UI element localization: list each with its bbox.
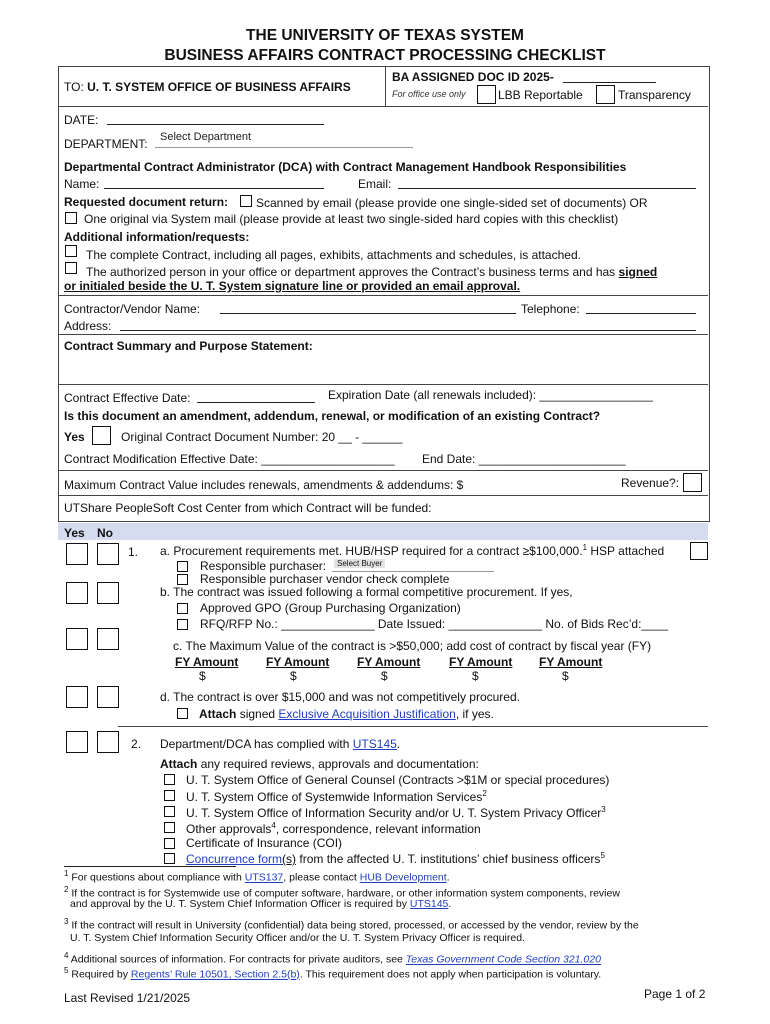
fy-amount-col-4[interactable] [449,655,512,669]
hsp-attached-checkbox[interactable] [690,542,708,560]
footnote-ref: 2 [482,789,487,798]
item-2-text: Department/DCA has complied with UTS145. [160,737,401,751]
concurrence-label [186,851,605,866]
buyer-select[interactable]: Select Buyer [334,559,385,568]
no-header: No [97,526,113,540]
coi-checkbox[interactable] [164,838,175,849]
eaj-link[interactable]: Exclusive Acquisition Justification [278,707,456,721]
signed-text: signed [618,265,658,279]
authorized-text-c: or initialed beside the U. T. System signature line or provided an email approval. [64,279,521,293]
uts145-link[interactable]: UTS145 [352,737,397,751]
yes-checkbox-1b[interactable] [66,582,88,604]
amendment-question: Is this document an amendment, addendum, renewal, or modification of an existing Contract? [64,409,601,423]
date-field[interactable] [107,124,324,125]
fn-num: 3 [64,917,69,926]
doc-id-label: BA ASSIGNED DOC ID 2025- [392,70,554,84]
office-use-note: For office use only [392,89,466,99]
other-approvals-label [186,821,481,836]
no-checkbox-1b[interactable] [97,582,119,604]
return-label: Requested document return: [64,195,229,209]
footnote-ref: 4 [271,821,276,830]
original-doc-number[interactable]: Original Contract Document Number: 20 __ - ______ [121,430,403,444]
uts145-link[interactable]: UTS145 [409,898,449,910]
other-approvals-checkbox[interactable] [164,822,175,833]
footnote-ref: 1 [582,543,588,552]
f5-b: . This requirement does not apply when participation is voluntary. [299,968,602,981]
yes-checkbox-1d[interactable] [66,686,88,708]
amendment-yes-checkbox[interactable] [92,426,111,445]
max-value-label: Maximum Contract Value includes renewals, amendments & addendums: $ [64,478,464,492]
fy-label: FY [175,655,191,669]
dollar-4: $ [472,669,479,683]
attach-signed: signed [239,707,276,721]
ogc-label: U. T. System Office of General Counsel (Contracts >$1M or special procedures) [186,773,610,787]
department-field[interactable] [155,147,413,148]
transparency-label: Transparency [618,88,691,102]
divider [58,470,708,471]
email-label: Email: [358,177,392,191]
name-field[interactable] [104,188,324,189]
scan-checkbox[interactable] [240,195,252,207]
f1-b: , please contact [283,871,357,884]
no-checkbox-2[interactable] [97,731,119,753]
authorized-checkbox[interactable] [65,262,77,274]
yes-checkbox-2[interactable] [66,731,88,753]
fy-amount-col-2[interactable] [266,655,329,669]
address-label: Address: [64,319,112,333]
attach-label: Attach [199,707,237,721]
uts137-link[interactable]: UTS137 [244,871,284,884]
resp-purchaser-label: Responsible purchaser: [200,559,327,573]
f4-a: Additional sources of information. For contracts for private auditors, see [70,953,403,966]
resp-purchaser-checkbox[interactable] [177,561,188,572]
page-number: Page 1 of 2 [644,987,706,1001]
summary-field[interactable] [60,355,706,381]
revenue-label: Revenue?: [621,476,680,490]
ois-label [186,805,606,820]
last-revised: Last Revised 1/21/2025 [64,991,191,1005]
concurrence-link[interactable]: Concurrence form [186,852,283,866]
effective-date-field[interactable] [197,402,315,403]
checklist-header-band [58,523,708,540]
authorized-text-a: The authorized person in your office or department approves the Contract’s business terms and has [86,265,616,279]
concurrence-checkbox[interactable] [164,853,175,864]
osis-checkbox[interactable] [164,790,175,801]
item-2-number: 2. [131,737,142,751]
item-1d-text: d. The contract is over $15,000 and was not competitively procured. [160,690,520,704]
footnote-5 [64,966,601,981]
mail-option: One original via System mail (please provide at least two single-sided hard copies with this checklist) [84,212,619,226]
item-1c-text: c. The Maximum Value of the contract is >$50,000; add cost of contract by fiscal year (FY) [173,639,652,653]
dollar-1: $ [199,669,206,683]
divider [385,66,386,106]
item-2-main: Department/DCA has complied with [160,737,350,751]
item-1a-text [160,543,664,558]
fy-amount-col-1[interactable] [175,655,238,669]
complete-contract-text: The complete Contract, including all pages, exhibits, attachments and schedules, is attached. [86,248,581,262]
department-select[interactable]: Select Department [160,131,252,143]
divider [58,334,708,335]
other-b: , correspondence, relevant information [275,822,481,836]
hub-development-link[interactable]: HUB Development [359,871,447,884]
vendor-check-label: Responsible purchaser vendor check complete [200,572,450,586]
osis-text: U. T. System Office of Systemwide Information Services [186,790,483,804]
no-checkbox-1c[interactable] [97,628,119,650]
amount-label: Amount [467,655,513,669]
attach-eaj-text [199,707,494,721]
amount-label: Amount [557,655,603,669]
coi-label: Certificate of Insurance (COI) [186,836,343,850]
ogc-checkbox[interactable] [164,774,175,785]
amount-label: Amount [375,655,421,669]
fn-num: 5 [64,966,69,975]
rfq-checkbox[interactable] [177,619,188,630]
to-label: TO: [64,80,84,94]
fy-label: FY [266,655,282,669]
f2-b: and approval by the U. T. System Chief Information Officer is required by [70,898,407,910]
fy-amount-col-3[interactable] [357,655,420,669]
divider [118,726,708,727]
amount-label: Amount [193,655,239,669]
fn-num: 2 [64,885,69,894]
date-label: DATE: [64,113,99,127]
gpo-checkbox[interactable] [177,603,188,614]
other-a: Other approvals [186,822,272,836]
to-row [64,80,351,94]
footnote-4 [64,951,601,966]
dollar-2: $ [290,669,297,683]
item-1-number: 1. [128,545,139,559]
divider [58,106,708,107]
texas-gov-code-link[interactable]: Texas Government Code Section 321.020 [405,953,601,966]
divider [58,295,708,296]
divider [58,495,708,496]
footnote-ref: 3 [601,805,606,814]
gpo-label: Approved GPO (Group Purchasing Organization) [200,601,461,615]
concurrence-rest: from the affected U. T. institutions’ chief business officers [299,852,601,866]
f1-a: For questions about compliance with [71,871,242,884]
concurrence-s: (s) [282,852,297,866]
page-title-line1: THE UNIVERSITY OF TEXAS SYSTEM [246,27,524,44]
authorized-text [86,265,657,279]
expiration-date[interactable]: Expiration Date (all renewals included): _________________ [328,388,653,402]
rfq-fields[interactable]: RFQ/RFP No.: ______________ Date Issued: ______________ No. of Bids Rec’d:____ [200,617,669,631]
no-checkbox-1d[interactable] [97,686,119,708]
attach-required [160,757,479,771]
fy-label: FY [449,655,465,669]
page-title-line2: BUSINESS AFFAIRS CONTRACT PROCESSING CHECKLIST [164,47,606,64]
fy-amount-col-5[interactable] [539,655,602,669]
footnote-3-cont: U. T. System Chief Information Security Officer and/or the U. T. System Privacy Officer is required. [70,932,525,944]
ois-text: U. T. System Office of Information Security and/or U. T. System Privacy Officer [186,806,602,820]
modification-date[interactable]: Contract Modification Effective Date: ____________________ [64,452,395,466]
mail-checkbox[interactable] [65,212,77,224]
osis-label [186,789,487,804]
footnote-2-cont: and approval by the U. T. System Chief Information Officer is required by UTS145. [70,898,452,910]
fn-num: 1 [64,869,69,878]
contractor-label: Contractor/Vendor Name: [64,302,201,316]
complete-contract-checkbox[interactable] [65,245,77,257]
divider [58,384,708,385]
amount-label: Amount [284,655,330,669]
revenue-checkbox[interactable] [683,473,702,492]
attach-eaj-checkbox[interactable] [177,708,188,719]
fy-label: FY [539,655,555,669]
dollar-3: $ [381,669,388,683]
no-checkbox-1a[interactable] [97,543,119,565]
telephone-field[interactable] [586,313,696,314]
yes-checkbox-1a[interactable] [66,543,88,565]
footnote-ref: 5 [600,851,605,860]
department-label: DEPARTMENT: [64,137,148,151]
end-date[interactable]: End Date: ______________________ [422,452,626,466]
additional-label: Additional information/requests: [64,230,250,244]
dollar-5: $ [562,669,569,683]
fy-label: FY [357,655,373,669]
transparency-checkbox[interactable] [596,85,615,104]
yes-checkbox-1c[interactable] [66,628,88,650]
effective-date-label: Contract Effective Date: [64,391,191,405]
attach-tail: , if yes. [455,707,494,721]
item-1a-main: a. Procurement requirements met. HUB/HSP required for a contract ≥$100,000. [160,544,583,558]
ois-checkbox[interactable] [164,806,175,817]
amendment-yes-label: Yes [64,430,85,444]
lbb-label: LBB Reportable [498,88,583,102]
to-value: U. T. SYSTEM OFFICE OF BUSINESS AFFAIRS [87,80,351,94]
summary-label: Contract Summary and Purpose Statement: [64,339,313,353]
contractor-field[interactable] [220,313,516,314]
footnote-1: $^1$ For questions about compliance with UTS137, please contact HUB Development. [64,869,450,884]
f2-a: If the contract is for Systemwide use of computer software, hardware, or other information system components, review [71,887,620,900]
attach-required-text: any required reviews, approvals and documentation: [200,757,479,771]
telephone-label: Telephone: [521,302,580,316]
email-field[interactable] [398,188,696,189]
return-row [64,195,228,209]
yes-header: Yes [64,526,85,540]
footnote-3 [64,917,639,932]
f3-a: If the contract will result in University (confidential) data being stored, processed, or accessed by the vendor, review by the [71,919,639,932]
hsp-attached-label: HSP attached [590,544,665,558]
footnote-divider [64,866,236,867]
attach-required-label: Attach [160,757,198,771]
fn-num: 4 [64,951,69,960]
doc-id-field[interactable] [563,82,656,83]
f5-a: Required by [71,968,128,981]
regents-rule-link[interactable]: Regents’ Rule 10501, Section 2.5(b) [130,968,300,981]
lbb-checkbox[interactable] [477,85,496,104]
dca-heading: Departmental Contract Administrator (DCA) with Contract Management Handbook Responsibilities [64,160,627,174]
item-1b-text: b. The contract was issued following a formal competitive procurement. If yes, [160,585,573,599]
utshare-label: UTShare PeopleSoft Cost Center from which Contract will be funded: [64,501,432,515]
vendor-check-checkbox[interactable] [177,574,188,585]
address-field[interactable] [120,330,696,331]
name-label: Name: [64,177,100,191]
scan-option: Scanned by email (please provide one single-sided set of documents) OR [256,196,648,210]
